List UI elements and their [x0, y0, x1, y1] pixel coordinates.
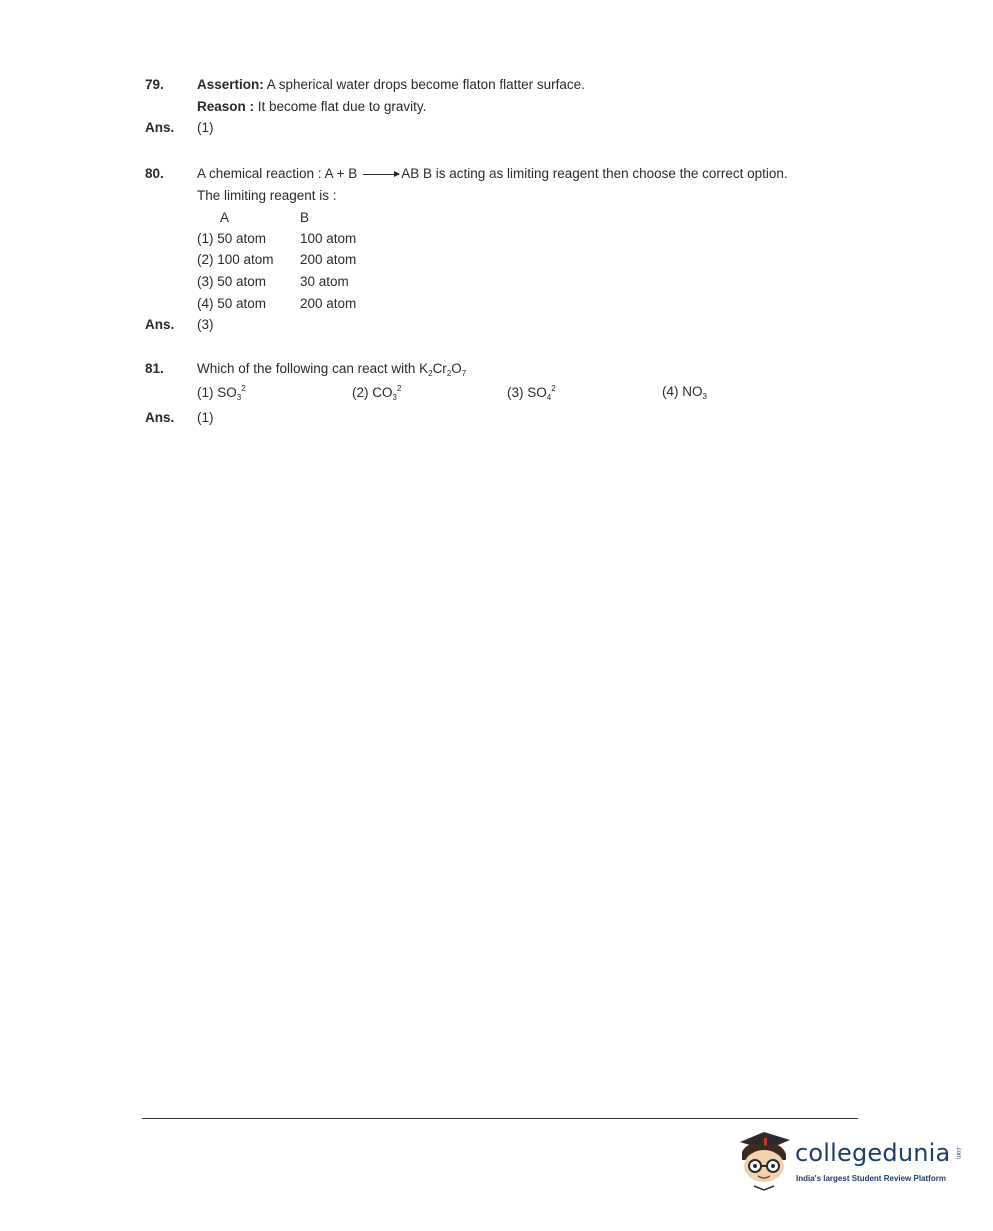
q80-stem-suffix: B is acting as limiting reagent then choose the correct option.: [419, 166, 788, 181]
q79-answer: (1): [197, 120, 214, 135]
q79-assertion-label: Assertion:: [197, 77, 264, 92]
q80-line2: The limiting reagent is :: [197, 188, 337, 203]
q80-option-2-a: (2) 100 atom: [197, 252, 274, 267]
q81-option-1: (1) $SO_3^2$: [197, 384, 246, 402]
q79-assertion: [197, 77, 585, 92]
q80-option-3-a: (3) 50 atom: [197, 274, 267, 289]
q80-option-2-b: 200 atom: [300, 252, 357, 267]
q81-answer: (1): [197, 410, 214, 425]
q81-option-4: (4) $NO_3$: [662, 384, 707, 401]
q79-reason-label: Reason :: [197, 99, 255, 114]
q80-stem: [197, 166, 788, 181]
q81-option-3: (3) $SO_4^2$: [507, 384, 556, 402]
q80-number: 80.: [145, 166, 164, 181]
q80-col-b-header: B: [300, 210, 310, 225]
q81-option-2: (2) $CO_3^2$: [352, 384, 402, 402]
q79-number: 79.: [145, 77, 164, 92]
q80-option-3-b: 30 atom: [300, 274, 349, 289]
q81-stem: Which of the following can react with $K_2Cr_2O_7$: [197, 361, 467, 378]
q80-col-a-header: A: [220, 210, 230, 225]
q80-option-1-a: (1) 50 atom: [197, 231, 267, 246]
brand-name: collegedunia: [795, 1139, 951, 1167]
brand-tagline: India's largest Student Review Platform: [796, 1174, 946, 1183]
brand-domain: .com: [955, 1146, 961, 1160]
q80-option-4-a: (4) 50 atom: [197, 296, 267, 311]
q80-answer: (3): [197, 317, 214, 332]
reaction-arrow-icon: [363, 174, 399, 175]
q79-assertion-text: A spherical water drops become flaton flatter surface.: [263, 77, 585, 92]
q80-ans-label: Ans.: [145, 317, 175, 332]
q80-option-1-b: 100 atom: [300, 231, 357, 246]
q79-reason: [197, 99, 426, 114]
q81-stem-text: Which of the following can react with K: [197, 361, 429, 376]
collegedunia-mascot-icon: [734, 1124, 798, 1194]
q80-option-4-b: 200 atom: [300, 296, 357, 311]
q81-ans-label: Ans.: [145, 410, 175, 425]
q81-number: 81.: [145, 361, 164, 376]
q80-stem-prefix: A chemical reaction : A + B: [197, 166, 358, 181]
footer-divider: [142, 1118, 858, 1119]
q79-reason-text: It become flat due to gravity.: [254, 99, 427, 114]
q80-stem-product: AB: [401, 166, 420, 181]
q79-ans-label: Ans.: [145, 120, 175, 135]
